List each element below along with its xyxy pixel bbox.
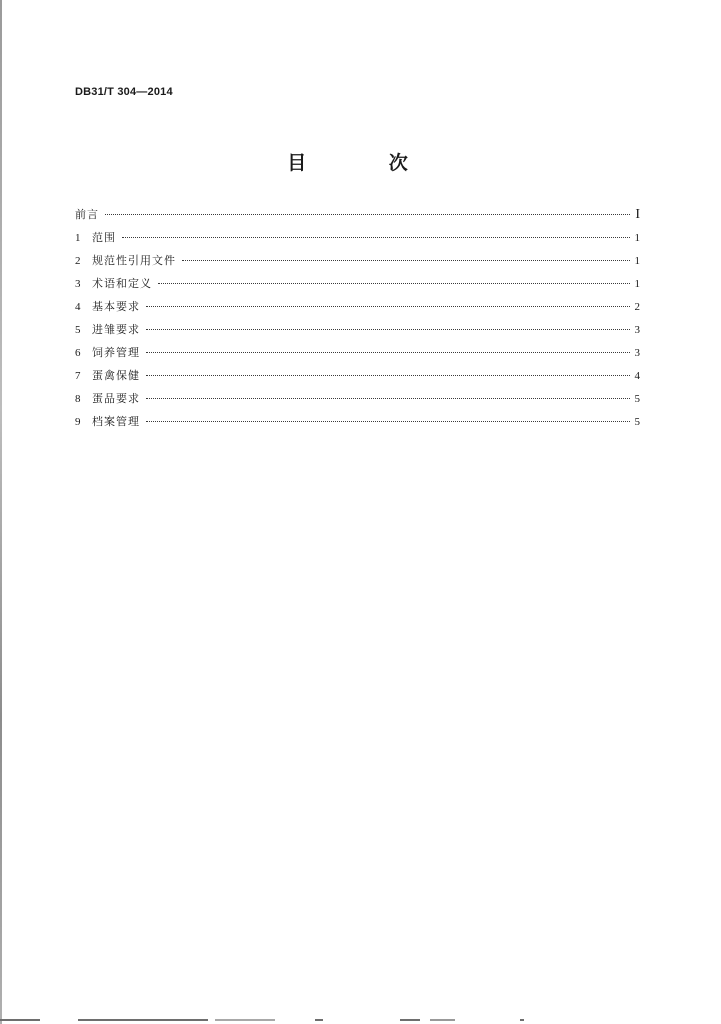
toc-entry-label: 蛋品要求 bbox=[92, 392, 140, 405]
toc-entry-number: 8 bbox=[75, 393, 81, 405]
toc-entry-5[interactable] bbox=[75, 321, 640, 344]
dot-leader bbox=[146, 397, 630, 399]
toc-entry-label: 饲养管理 bbox=[92, 346, 140, 359]
toc-entry-6[interactable] bbox=[75, 344, 640, 367]
toc-entry-label: 范围 bbox=[92, 231, 116, 244]
toc-entry-number: 5 bbox=[75, 324, 81, 336]
toc-entry-number: 1 bbox=[75, 232, 81, 244]
toc-entry-label: 基本要求 bbox=[92, 300, 140, 313]
toc-entry-page: I bbox=[635, 207, 640, 222]
scan-edge-bottom bbox=[0, 1019, 721, 1022]
toc-list bbox=[75, 206, 640, 436]
toc-entry-page: 2 bbox=[634, 301, 640, 313]
toc-entry-page: 1 bbox=[634, 278, 640, 290]
dot-leader bbox=[146, 328, 630, 330]
toc-entry-number: 4 bbox=[75, 301, 81, 313]
toc-entry-number: 6 bbox=[75, 347, 81, 359]
dot-leader bbox=[105, 213, 630, 215]
toc-entry-label: 进雏要求 bbox=[92, 323, 140, 336]
toc-entry-page: 1 bbox=[634, 255, 640, 267]
dot-leader bbox=[122, 236, 630, 238]
toc-entry-label: 规范性引用文件 bbox=[92, 254, 176, 267]
toc-entry-page: 5 bbox=[634, 416, 640, 428]
toc-entry-9[interactable] bbox=[75, 413, 640, 436]
document-code: DB31/T 304—2014 bbox=[75, 86, 173, 98]
dot-leader bbox=[182, 259, 630, 261]
dot-leader bbox=[146, 351, 630, 353]
toc-entry-number: 7 bbox=[75, 370, 81, 382]
toc-title: 目 次 bbox=[287, 152, 446, 174]
toc-entry-page: 1 bbox=[634, 232, 640, 244]
toc-entry-4[interactable] bbox=[75, 298, 640, 321]
toc-entry-page: 4 bbox=[634, 370, 640, 382]
toc-entry-number: 9 bbox=[75, 416, 81, 428]
toc-entry-1[interactable] bbox=[75, 229, 640, 252]
toc-entry-page: 3 bbox=[634, 324, 640, 336]
toc-entry-label: 术语和定义 bbox=[92, 277, 152, 290]
dot-leader bbox=[146, 374, 630, 376]
toc-entry-2[interactable] bbox=[75, 252, 640, 275]
toc-entry-label: 档案管理 bbox=[92, 415, 140, 428]
toc-entry-page: 5 bbox=[634, 393, 640, 405]
toc-entry-7[interactable] bbox=[75, 367, 640, 390]
dot-leader bbox=[158, 282, 630, 284]
dot-leader bbox=[146, 305, 630, 307]
toc-entry-label: 前言 bbox=[75, 208, 99, 221]
toc-entry-foreword[interactable] bbox=[75, 206, 640, 229]
toc-entry-3[interactable] bbox=[75, 275, 640, 298]
dot-leader bbox=[146, 420, 630, 422]
toc-entry-number: 3 bbox=[75, 278, 81, 290]
toc-entry-page: 3 bbox=[634, 347, 640, 359]
toc-entry-number: 2 bbox=[75, 255, 81, 267]
toc-entry-8[interactable] bbox=[75, 390, 640, 413]
toc-entry-label: 蛋禽保健 bbox=[92, 369, 140, 382]
